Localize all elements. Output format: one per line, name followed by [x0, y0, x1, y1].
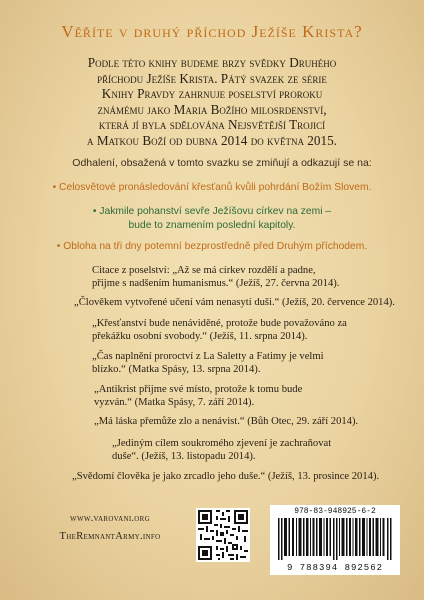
lead-line: Podle této knihy budeme brzy svědky Druhého — [87, 55, 337, 70]
quote-4 — [92, 350, 324, 376]
ean-number: 9 788394 892562 — [286, 563, 383, 573]
quote-line: Citace z poselství: „Až se má církev rozdělí a padne, — [92, 265, 316, 276]
bullet-persecution: • Celosvětové pronásledování křesťanů kvůli pohrdání Božím Slovem. — [52, 182, 372, 193]
barcode-bars — [278, 518, 392, 560]
quote-line: přijme s nadšením humanismus.“ (Ježíš, 27. června 2014). — [92, 278, 340, 290]
lead-line: a Matkou Boží od dubna 2014 do května 2015. — [87, 132, 337, 148]
qr-code-graphic — [196, 508, 250, 562]
website-link-varovani[interactable]: www.varovani.org — [70, 513, 150, 524]
quote-line: duše“. (Ježíš, 13. listopadu 2014). — [112, 451, 256, 463]
quote-6: „Má láska přemůže zlo a nenávist.“ (Bůh Otec, 29. září 2014). — [94, 416, 359, 427]
website-link-remnant-army[interactable]: TheRemnantArmy.info — [59, 531, 161, 542]
quote-8: „Svědomí člověka je jako zrcadlo jeho duše.“ (Ježíš, 13. prosince 2014). — [72, 471, 380, 482]
lead-line: která jí byla sdělována Nejsvětější Trojicí — [98, 117, 326, 133]
quote-2: „Člověkem vytvořené učení vám nenasytí duši.“ (Ježíš, 20. července 2014). — [74, 297, 395, 308]
quote-1 — [92, 264, 339, 290]
lead-paragraph — [30, 55, 394, 149]
isbn-number: 978-83-948925-6-2 — [294, 507, 376, 516]
quote-3 — [92, 317, 347, 343]
bullet-line: bude to znamením poslední kapitoly. — [128, 220, 296, 231]
quote-7 — [112, 437, 331, 463]
quote-5 — [94, 383, 302, 409]
lead-line: Knihy Pravdy zahrnuje poselství proroku — [101, 86, 323, 102]
quote-line: „Křesťanství bude nenáviděné, protože bude považováno za — [92, 318, 347, 329]
quote-line: „Jediným cílem soukromého zjevení je zachraňovat — [112, 438, 332, 449]
quote-line: vyzván.“ (Matka Spásy, 7. září 2014). — [94, 397, 255, 409]
revelations-intro: Odhalení, obsažená v tomto svazku se zmiňují a odkazují se na: — [72, 157, 372, 169]
lead-line: příchodu Ježíše Krista. Pátý svazek ze série — [97, 70, 327, 86]
quote-line: „Antikrist přijme své místo, protože k tomu bude — [94, 384, 303, 395]
quote-line: blízko.“ (Matka Spásy, 13. srpna 2014). — [92, 364, 261, 376]
footer-links — [40, 510, 180, 546]
quote-line: „Čas naplnění proroctví z La Saletty a Fatimy je velmi — [92, 351, 324, 362]
bullet-paganism — [55, 205, 369, 233]
cover-question-title: Věříte v druhý příchod Ježíše Krista? — [61, 22, 363, 41]
quote-line: překážku osobní svobody.“ (Ježíš, 11. srpna 2014). — [92, 331, 308, 343]
lead-line: známému jako Maria Božího milosrdenství, — [97, 101, 327, 117]
qr-code — [196, 508, 250, 562]
bullet-line: • Jakmile pohanství sevře Ježíšovu církev na zemi – — [92, 206, 332, 217]
isbn-barcode — [270, 505, 400, 575]
bullet-darkness: • Obloha na tři dny potemní bezprostředně před Druhým příchodem. — [56, 241, 368, 252]
